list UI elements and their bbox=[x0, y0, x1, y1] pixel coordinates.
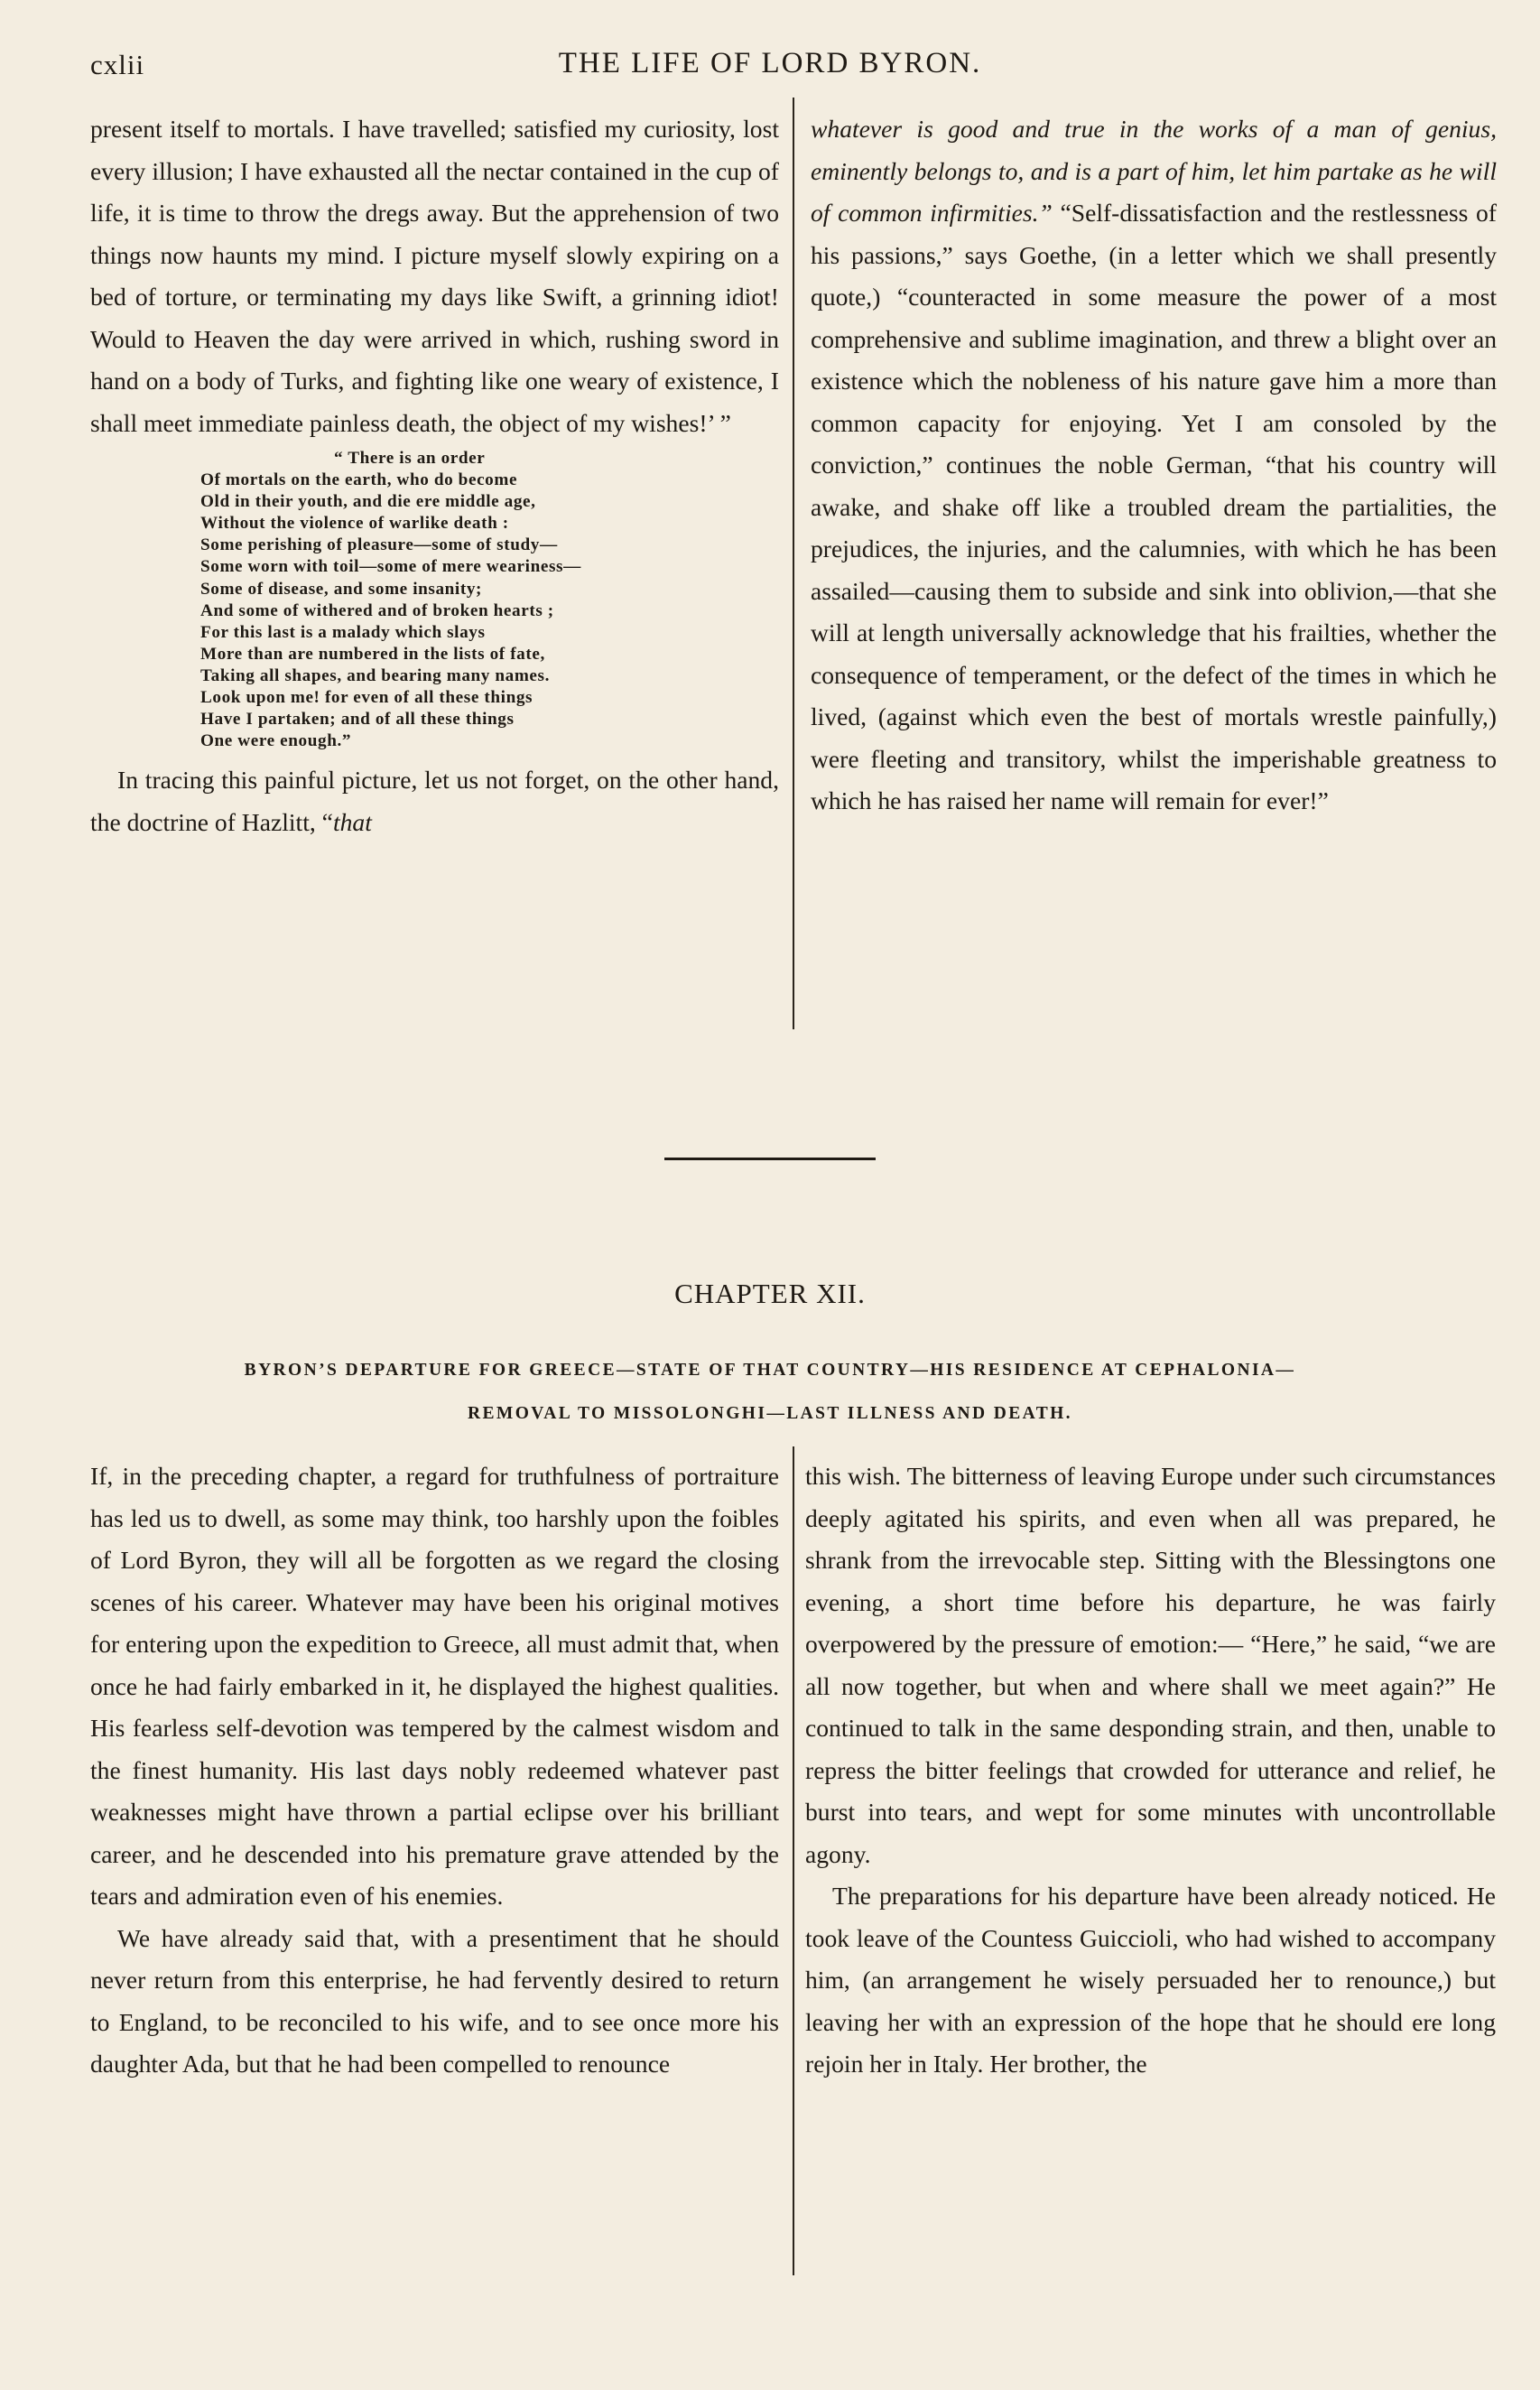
bottom-right-column bbox=[805, 1455, 1496, 2086]
top-right-column bbox=[811, 108, 1497, 823]
poem-line: Some worn with toil—some of mere weariness— bbox=[200, 557, 581, 577]
poem-line: For this last is a malady which slays bbox=[200, 622, 486, 642]
poem-line: One were enough.” bbox=[200, 731, 352, 751]
byron-poem-excerpt bbox=[200, 448, 779, 752]
poem-line: Have I partaken; and of all these things bbox=[200, 710, 515, 730]
poem-line: Some of disease, and some insanity; bbox=[200, 579, 483, 599]
opening-paragraph-text: , in the preceding chapter, a regard for truthfulness of portraiture has led us to dwell, as some may think, too harshly upon the foibles of Lord Byron, they will all be forgotten as we regard the closing scenes of his career. Whatever may have been his original motives for entering upon the expedition to Greece, all must admit that, when once he had fairly embarked in it, he displayed the highest qualities. His fearless self-devotion was tempered by the calmest wisdom and the finest humanity. His last days nobly redeemed whatever past weaknesses might have thrown a partial eclipse over his brilliant career, and he descended into his premature grave attended by the tears and admiration even of his enemies. bbox=[90, 1462, 779, 1910]
goethe-text: “Self-dissatisfaction and the restlessness of his passions,” says Goethe, (in a letter which we shall presently quote,) “counteracted in some measure the power of a most comprehensive and sublime imagination, and threw a blight over an existence which the nobleness of his nature gave him a more than common capacity for enjoying. Yet I am consoled by the conviction,” continues the noble German, “that his country will awake, and shake off like a troubled dream the partialities, the prejudices, the injuries, and the calumnies, with which he has been assailed—causing them to subside and sink into oblivion,—that she will at length universally acknowledge that his frailties, whether the consequence of temperament, or the defect of the times in which he lived, (against which even the best of mortals wrestle painfully,) were fleeting and transitory, whilst the imperishable greatness to which he has raised her name will remain for ever!” bbox=[811, 199, 1497, 814]
chapter-summary-line-1: BYRON’S DEPARTURE FOR GREECE—STATE OF THAT COUNTRY—HIS RESIDENCE AT CEPHALONIA— bbox=[244, 1361, 1296, 1380]
preparations-paragraph: The preparations for his departure have been already noticed. He took leave of the Countess Guiccioli, who had wished to accompany him, (an arrangement he wisely persuaded her to renounce,) but leaving her with an expression of the hope that he should ere long rejoin her in Italy. Her brother, the bbox=[805, 1882, 1496, 2078]
poem-line: Of mortals on the earth, who do become bbox=[200, 470, 518, 490]
quote-paragraph: present itself to mortals. I have travelled; satisfied my curiosity, lost every illusion; I have exhausted all the nectar contained in the cup of life, it is time to throw the dregs away. But the apprehension of two things now haunts my mind. I picture myself slowly expiring on a bed of torture, or terminating my days like Swift, a grinning idiot! Would to Heaven the day were arrived in which, rushing sword in hand on a body of Turks, and fighting like one weary of existence, I shall meet immediate painless death, the object of my wishes!’ ” bbox=[90, 115, 779, 437]
opening-word: If bbox=[90, 1462, 107, 1490]
poem-line: “ There is an order bbox=[334, 449, 486, 468]
hazlitt-paragraph bbox=[90, 759, 779, 843]
page-header bbox=[90, 47, 1450, 83]
poem-line: Look upon me! for even of all these things bbox=[200, 688, 533, 708]
poem-line: Some perishing of pleasure—some of study— bbox=[200, 535, 558, 555]
column-rule-bottom bbox=[793, 1446, 794, 2275]
departure-paragraph: this wish. The bitterness of leaving Europe under such circumstances deeply agitated his spirits, and even when all was prepared, he shrank from the irrevocable step. Sitting with the Blessingtons one evening, a short time before his departure, he was fairly overpowered by the pressure of emotion:— “Here,” he said, “we are all now together, but when and where shall we meet again?” He continued to talk in the same desponding strain, and then, unable to repress the bitter feelings that crowded for utterance and relief, he burst into tears, and wept for some minutes with uncontrollable agony. bbox=[805, 1462, 1496, 1868]
poem-line: Old in their youth, and die ere middle age, bbox=[200, 492, 536, 512]
bottom-left-column bbox=[90, 1455, 779, 2086]
hazlitt-paragraph-text: In tracing this painful picture, let us not forget, on the other hand, the doctrine of Hazlitt, “ bbox=[90, 766, 779, 836]
poem-line: And some of withered and of broken hearts ; bbox=[200, 600, 554, 620]
running-title: THE LIFE OF LORD BYRON. bbox=[558, 47, 982, 79]
hazlitt-italic-start: that bbox=[332, 807, 372, 836]
chapter-summary-line-2: REMOVAL TO MISSOLONGHI—LAST ILLNESS AND DEATH. bbox=[468, 1404, 1072, 1423]
chapter-opening-paragraph bbox=[90, 1455, 779, 1918]
goethe-paragraph bbox=[811, 108, 1497, 823]
page-number: cxlii bbox=[90, 49, 145, 80]
poem-line: More than are numbered in the lists of fate, bbox=[200, 644, 545, 664]
presentiment-paragraph: We have already said that, with a presentiment that he should never return from this enterprise, he had fervently desired to return to England, to be reconciled to his wife, and to see once more his daughter Ada, but that he had been compelled to renounce bbox=[90, 1923, 779, 2078]
top-left-column bbox=[90, 108, 779, 843]
chapter-title: CHAPTER XII. bbox=[674, 1278, 866, 1309]
section-divider bbox=[664, 1158, 876, 1160]
poem-line: Without the violence of warlike death : bbox=[200, 514, 509, 534]
poem-line: Taking all shapes, and bearing many names. bbox=[200, 665, 551, 685]
column-rule-top bbox=[793, 98, 794, 1029]
hazlitt-italic-quote: whatever is good and true in the works of a man of genius, eminently belongs to, and is a part of him, let him partake as he will of common infirmities.” bbox=[811, 115, 1497, 227]
